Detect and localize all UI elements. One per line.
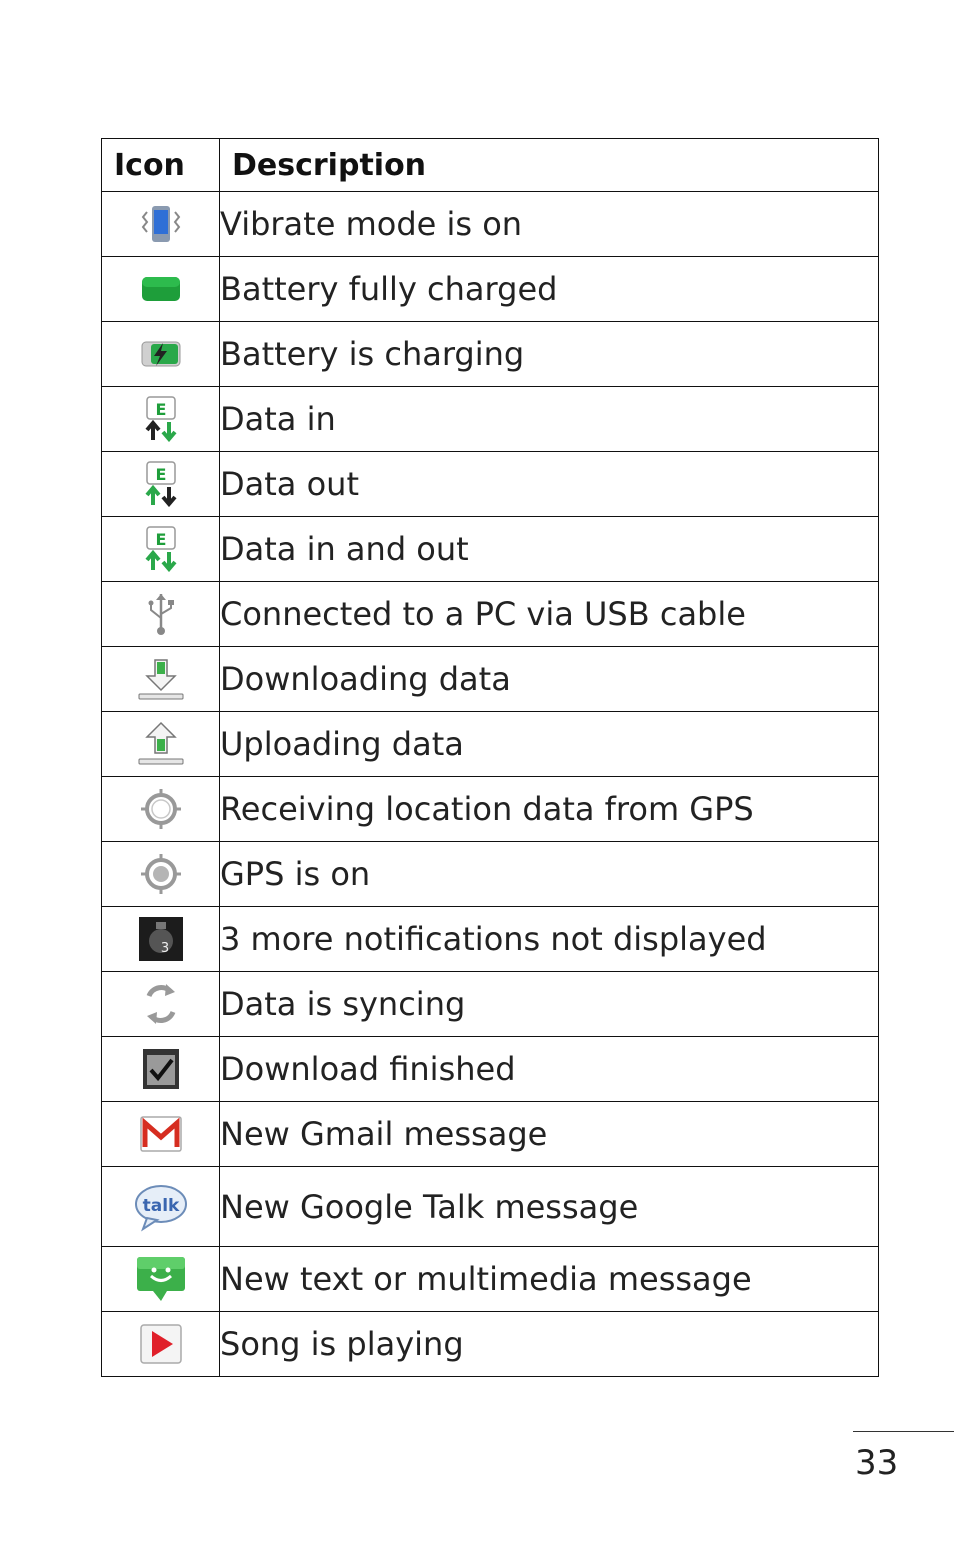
- table-row: [102, 712, 879, 777]
- icon-column-header: Icon: [102, 139, 220, 192]
- row-description: New text or multimedia message: [220, 1247, 879, 1312]
- row-description: New Google Talk message: [220, 1167, 879, 1247]
- talk-label: talk: [142, 1195, 179, 1216]
- row-description: Connected to a PC via USB cable: [220, 582, 879, 647]
- row-description: Data is syncing: [220, 972, 879, 1037]
- row-description: Uploading data: [220, 712, 879, 777]
- row-description: Battery is charging: [220, 322, 879, 387]
- sync-icon: [102, 980, 219, 1028]
- row-description: Song is playing: [220, 1312, 879, 1377]
- table-row: [102, 582, 879, 647]
- network-letter: E: [155, 530, 166, 549]
- row-description: GPS is on: [220, 842, 879, 907]
- network-letter: E: [155, 465, 166, 484]
- table-row: [102, 972, 879, 1037]
- table-row: [102, 452, 879, 517]
- row-description: Download finished: [220, 1037, 879, 1102]
- row-description: Data in and out: [220, 517, 879, 582]
- download-finished-icon: [102, 1047, 219, 1091]
- gps-receiving-icon: [102, 787, 219, 831]
- table-row: [102, 907, 879, 972]
- song-playing-icon: [102, 1323, 219, 1365]
- row-description: 3 more notifications not displayed: [220, 907, 879, 972]
- status-icons-table: [101, 138, 879, 1377]
- battery-full-icon: [102, 274, 219, 304]
- table-row: [102, 647, 879, 712]
- google-talk-icon: [102, 1182, 219, 1232]
- download-icon: [102, 656, 219, 702]
- table-row: [102, 1167, 879, 1247]
- table-row: [102, 777, 879, 842]
- table-row: [102, 842, 879, 907]
- vibrate-icon: [102, 204, 219, 244]
- gps-on-icon: [102, 852, 219, 896]
- table-row: [102, 1312, 879, 1377]
- table-row: [102, 517, 879, 582]
- battery-charging-icon: [102, 338, 219, 370]
- table-header-row: [102, 139, 879, 192]
- data-in-icon: [102, 396, 219, 442]
- row-description: Data in: [220, 387, 879, 452]
- notification-count: 3: [160, 941, 169, 956]
- data-in-out-icon: [102, 526, 219, 572]
- table-row: [102, 1102, 879, 1167]
- usb-icon: [102, 592, 219, 636]
- row-description: Data out: [220, 452, 879, 517]
- page-number-rule: [853, 1431, 954, 1432]
- row-description: Battery fully charged: [220, 257, 879, 322]
- table-row: [102, 387, 879, 452]
- table-row: [102, 192, 879, 257]
- table-row: [102, 1037, 879, 1102]
- row-description: Downloading data: [220, 647, 879, 712]
- network-letter: E: [155, 400, 166, 419]
- table-row: [102, 257, 879, 322]
- page-number: 33: [855, 1443, 899, 1483]
- row-description: New Gmail message: [220, 1102, 879, 1167]
- table-row: [102, 1247, 879, 1312]
- gmail-icon: [102, 1115, 219, 1153]
- data-out-icon: [102, 461, 219, 507]
- description-column-header: Description: [220, 139, 879, 192]
- sms-mms-icon: [102, 1255, 219, 1303]
- table-row: [102, 322, 879, 387]
- row-description: Receiving location data from GPS: [220, 777, 879, 842]
- upload-icon: [102, 721, 219, 767]
- more-notifications-icon: [102, 916, 219, 962]
- row-description: Vibrate mode is on: [220, 192, 879, 257]
